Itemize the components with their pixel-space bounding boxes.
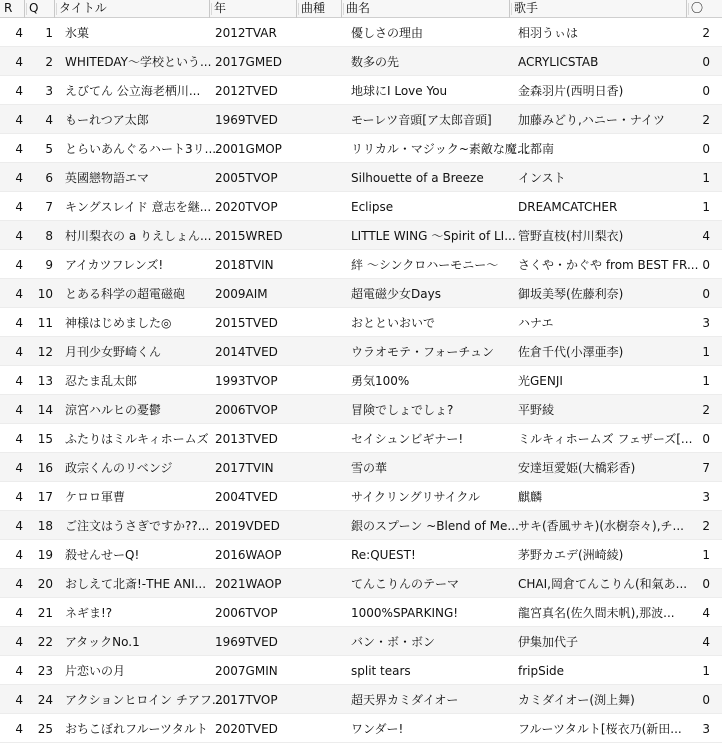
cell-kind (297, 250, 342, 279)
cell-count: 3 (702, 490, 710, 504)
table-row[interactable] (0, 511, 722, 540)
cell-artist: カミダイオー(渕上舞) (518, 693, 635, 707)
cell-artist: 伊集加代子 (518, 635, 579, 649)
cell-year: 2006TVOP (215, 403, 278, 417)
cell-song: 超電磁少女Days (351, 287, 441, 301)
column-header-song[interactable]: 曲名 (342, 0, 510, 18)
cell-year: 1993TVOP (215, 374, 278, 388)
cell-year: 2009AIM (215, 287, 268, 301)
cell-r: 4 (15, 548, 23, 562)
cell-q: 10 (37, 287, 53, 301)
cell-kind (297, 627, 342, 656)
cell-count: 1 (702, 171, 710, 185)
cell-song: 超天界カミダイオー (351, 693, 459, 707)
cell-q: 20 (37, 577, 53, 591)
cell-r: 4 (15, 84, 23, 98)
table-row[interactable] (0, 366, 722, 395)
table-row[interactable] (0, 482, 722, 511)
cell-count: 3 (702, 316, 710, 330)
cell-r: 4 (15, 55, 23, 69)
cell-count: 1 (702, 664, 710, 678)
table-row[interactable] (0, 685, 722, 714)
cell-title: もーれつア太郎 (65, 113, 149, 127)
table-row[interactable] (0, 105, 722, 134)
cell-count: 2 (702, 519, 710, 533)
cell-q: 12 (37, 345, 53, 359)
cell-kind (297, 656, 342, 685)
cell-r: 4 (15, 432, 23, 446)
cell-song: 冒険でしょでしょ? (351, 403, 454, 417)
cell-count: 0 (702, 258, 710, 272)
cell-title: アタックNo.1 (65, 635, 140, 649)
cell-r: 4 (15, 142, 23, 156)
cell-q: 19 (37, 548, 53, 562)
cell-r: 4 (15, 403, 23, 417)
cell-artist: 金森羽片(西明日香) (518, 84, 624, 98)
cell-song: サイクリングリサイクル (351, 490, 481, 504)
table-header (0, 0, 722, 18)
cell-r: 4 (15, 26, 23, 40)
cell-kind (297, 366, 342, 395)
cell-count: 7 (702, 461, 710, 475)
cell-artist: ACRYLICSTAB (518, 55, 599, 69)
cell-q: 9 (45, 258, 53, 272)
cell-year: 2017TVIN (215, 461, 274, 475)
table-row[interactable] (0, 18, 722, 47)
cell-title: WHITEDAY〜学校という... (65, 55, 212, 69)
cell-count: 1 (702, 548, 710, 562)
cell-title: 涼宮ハルヒの憂鬱 (65, 403, 162, 417)
cell-q: 18 (37, 519, 53, 533)
cell-song: 雪の華 (351, 461, 388, 475)
cell-artist: DREAMCATCHER (518, 200, 618, 214)
cell-q: 24 (37, 693, 53, 707)
cell-r: 4 (15, 229, 23, 243)
cell-title: 片恋いの月 (65, 664, 126, 678)
cell-kind (297, 134, 342, 163)
cell-count: 1 (702, 345, 710, 359)
cell-song: ワンダー! (351, 722, 404, 736)
cell-kind (297, 685, 342, 714)
cell-year: 2014TVED (215, 345, 278, 359)
table-row[interactable] (0, 76, 722, 105)
cell-r: 4 (15, 345, 23, 359)
table-row[interactable] (0, 540, 722, 569)
cell-count: 0 (702, 287, 710, 301)
cell-year: 1969TVED (215, 635, 278, 649)
cell-q: 16 (37, 461, 53, 475)
cell-year: 2013TVED (215, 432, 278, 446)
cell-song: 勇気100% (351, 374, 410, 388)
cell-kind (297, 163, 342, 192)
cell-title: 殺せんせーQ! (65, 548, 140, 562)
table-row[interactable] (0, 453, 722, 482)
cell-title: おちこぼれフルーツタルト (65, 722, 208, 736)
table-row[interactable] (0, 221, 722, 250)
table-row[interactable] (0, 395, 722, 424)
cell-year: 2012TVED (215, 84, 278, 98)
cell-r: 4 (15, 722, 23, 736)
cell-kind (297, 192, 342, 221)
cell-year: 2015TVED (215, 316, 278, 330)
cell-r: 4 (15, 461, 23, 475)
cell-title: えびてん 公立海老栖川... (65, 84, 201, 98)
cell-count: 0 (702, 432, 710, 446)
cell-r: 4 (15, 171, 23, 185)
cell-r: 4 (15, 316, 23, 330)
table-row[interactable] (0, 337, 722, 366)
cell-artist: インスト (518, 171, 566, 185)
cell-year: 2021WAOP (215, 577, 282, 591)
cell-count: 0 (702, 142, 710, 156)
cell-year: 2019VDED (215, 519, 280, 533)
cell-title: アイカツフレンズ! (65, 258, 164, 272)
cell-title: ふたりはミルキィホームズ (65, 432, 209, 446)
cell-kind (297, 105, 342, 134)
cell-q: 8 (45, 229, 53, 243)
table-row[interactable] (0, 424, 722, 453)
cell-kind (297, 714, 342, 743)
cell-year: 2004TVED (215, 490, 278, 504)
table-row[interactable] (0, 134, 722, 163)
cell-title: 忍たま乱太郎 (65, 374, 138, 388)
cell-kind (297, 221, 342, 250)
cell-q: 6 (45, 171, 53, 185)
cell-q: 3 (45, 84, 53, 98)
cell-year: 2020TVOP (215, 200, 278, 214)
cell-r: 4 (15, 200, 23, 214)
cell-song: 数多の先 (351, 55, 400, 69)
cell-kind (297, 47, 342, 76)
column-header-r[interactable]: R (0, 0, 25, 18)
cell-artist: fripSide (518, 664, 565, 678)
cell-year: 2007GMIN (215, 664, 278, 678)
cell-title: ネギま!? (65, 606, 113, 620)
cell-r: 4 (15, 664, 23, 678)
cell-r: 4 (15, 519, 23, 533)
cell-r: 4 (15, 113, 23, 127)
cell-q: 17 (37, 490, 53, 504)
column-header-q[interactable]: Q (25, 0, 55, 18)
cell-artist: 佐倉千代(小澤亜李) (518, 345, 624, 359)
cell-q: 7 (45, 200, 53, 214)
cell-kind (297, 569, 342, 598)
cell-artist: CHAI,岡倉てんこりん(和氣あ... (518, 577, 688, 591)
column-header-title[interactable]: タイトル (55, 0, 210, 18)
table-row[interactable] (0, 308, 722, 337)
cell-r: 4 (15, 635, 23, 649)
cell-count: 4 (702, 635, 710, 649)
cell-year: 2018TVIN (215, 258, 274, 272)
cell-kind (297, 453, 342, 482)
table-row[interactable] (0, 569, 722, 598)
cell-q: 14 (37, 403, 53, 417)
cell-r: 4 (15, 374, 23, 388)
cell-artist: ミルキィホームズ フェザーズ[... (518, 432, 693, 446)
table-row[interactable] (0, 47, 722, 76)
cell-kind (297, 76, 342, 105)
table-body (0, 18, 722, 743)
cell-count: 2 (702, 26, 710, 40)
table-row[interactable] (0, 279, 722, 308)
cell-count: 2 (702, 113, 710, 127)
cell-song: モーレツ音頭[ア太郎音頭] (351, 113, 492, 127)
cell-artist: フルーツタルト[桜衣乃(新田... (518, 722, 682, 736)
cell-year: 2020TVED (215, 722, 278, 736)
cell-song: ウラオモテ・フォーチュン (351, 345, 495, 359)
cell-title: 月刊少女野崎くん (65, 345, 162, 359)
cell-kind (297, 482, 342, 511)
cell-song: split tears (351, 664, 411, 678)
cell-q: 23 (37, 664, 53, 678)
cell-song: 優しさの理由 (351, 26, 424, 40)
cell-count: 2 (702, 403, 710, 417)
cell-song: 銀のスプーン ~Blend of Me... (351, 519, 519, 533)
cell-artist: 加藤みどり,ハニー・ナイツ (518, 113, 665, 127)
cell-count: 4 (702, 229, 710, 243)
cell-song: リリカル・マジック~素敵な魔... (351, 142, 529, 156)
cell-artist: 御坂美琴(佐藤利奈) (518, 287, 624, 301)
column-header-artist[interactable]: 歌手 (510, 0, 687, 18)
cell-count: 0 (702, 577, 710, 591)
cell-r: 4 (15, 693, 23, 707)
cell-year: 2012TVAR (215, 26, 277, 40)
cell-count: 4 (702, 606, 710, 620)
cell-r: 4 (15, 577, 23, 591)
cell-song: バン・ボ・ボン (351, 635, 436, 649)
table-row[interactable] (0, 192, 722, 221)
cell-q: 22 (37, 635, 53, 649)
cell-q: 2 (45, 55, 53, 69)
cell-artist: 相羽うぃは (518, 26, 579, 40)
cell-q: 21 (37, 606, 53, 620)
column-header-kind[interactable]: 曲種 (297, 0, 342, 18)
cell-song: おとといおいで (351, 316, 436, 330)
cell-title: とらいあんぐるハート3リ... (65, 142, 217, 156)
cell-song: Eclipse (351, 200, 394, 214)
cell-count: 0 (702, 84, 710, 98)
cell-year: 1969TVED (215, 113, 278, 127)
cell-r: 4 (15, 490, 23, 504)
cell-count: 0 (702, 55, 710, 69)
cell-count: 1 (702, 374, 710, 388)
table-row[interactable] (0, 656, 722, 685)
cell-artist: 管野直枝(村川梨衣) (518, 229, 624, 243)
cell-title: おしえて北斎!-THE ANI... (65, 577, 207, 591)
cell-count: 1 (702, 200, 710, 214)
table-row[interactable] (0, 714, 722, 743)
cell-title: とある科学の超電磁砲 (65, 287, 186, 301)
cell-kind (297, 18, 342, 47)
cell-song: セイシュンビギナー! (351, 432, 464, 446)
cell-count: 0 (702, 693, 710, 707)
cell-kind (297, 337, 342, 366)
cell-artist: さくや・かぐや from BEST FR... (518, 258, 699, 272)
cell-title: キングスレイド 意志を継... (65, 200, 212, 214)
cell-r: 4 (15, 287, 23, 301)
cell-q: 13 (37, 374, 53, 388)
cell-song: Re:QUEST! (351, 548, 416, 562)
cell-artist: 北都南 (518, 142, 555, 156)
cell-artist: ハナエ (518, 316, 554, 330)
cell-kind (297, 395, 342, 424)
cell-year: 2017TVOP (215, 693, 278, 707)
cell-title: 村川梨衣の a りえしょん... (65, 229, 212, 243)
cell-song: 絆 〜シンクロハーモニー〜 (351, 258, 499, 272)
column-header-year[interactable]: 年 (210, 0, 297, 18)
cell-r: 4 (15, 606, 23, 620)
cell-kind (297, 511, 342, 540)
cell-song: LITTLE WING 〜Spirit of LI... (351, 229, 516, 243)
cell-kind (297, 279, 342, 308)
cell-song: 地球にI Love You (351, 84, 448, 98)
cell-title: ご注文はうさぎですか??... (65, 519, 210, 533)
table-row[interactable] (0, 627, 722, 656)
cell-q: 4 (45, 113, 53, 127)
cell-year: 2005TVOP (215, 171, 278, 185)
cell-title: 政宗くんのリベンジ (65, 461, 173, 475)
cell-artist: 茅野カエデ(洲崎綾) (518, 548, 624, 562)
cell-artist: サキ(香風サキ)(水樹奈々),チ... (518, 519, 684, 533)
cell-song: 1000%SPARKING! (351, 606, 459, 620)
cell-year: 2015WRED (215, 229, 283, 243)
cell-kind (297, 308, 342, 337)
cell-q: 5 (45, 142, 53, 156)
cell-q: 11 (37, 316, 53, 330)
cell-title: 英國戀物語エマ (65, 171, 150, 185)
cell-artist: 龍宮真名(佐久間未帆),那波... (518, 606, 675, 620)
cell-q: 25 (37, 722, 53, 736)
table-row[interactable] (0, 598, 722, 627)
cell-artist: 平野綾 (518, 403, 555, 417)
cell-kind (297, 540, 342, 569)
cell-song: てんこりんのテーマ (351, 577, 460, 591)
cell-title: 氷菓 (65, 26, 90, 40)
cell-title: 神様はじめました◎ (65, 316, 172, 330)
cell-count: 3 (702, 722, 710, 736)
cell-kind (297, 424, 342, 453)
cell-artist: 安達垣愛姫(大橋彩香) (518, 461, 636, 475)
cell-q: 15 (37, 432, 53, 446)
cell-title: ケロロ軍曹 (65, 490, 126, 504)
table-row[interactable] (0, 250, 722, 279)
cell-artist: 麒麟 (518, 490, 543, 504)
cell-year: 2016WAOP (215, 548, 282, 562)
cell-year: 2006TVOP (215, 606, 278, 620)
cell-artist: 光GENJI (518, 374, 563, 388)
cell-q: 1 (45, 26, 53, 40)
cell-title: アクションヒロイン チアフ... (65, 693, 224, 707)
cell-kind (297, 598, 342, 627)
cell-r: 4 (15, 258, 23, 272)
table-row[interactable] (0, 163, 722, 192)
cell-song: Silhouette of a Breeze (351, 171, 484, 185)
cell-year: 2001GMOP (215, 142, 282, 156)
cell-year: 2017GMED (215, 55, 283, 69)
column-header-count[interactable]: 〇 (687, 0, 722, 18)
